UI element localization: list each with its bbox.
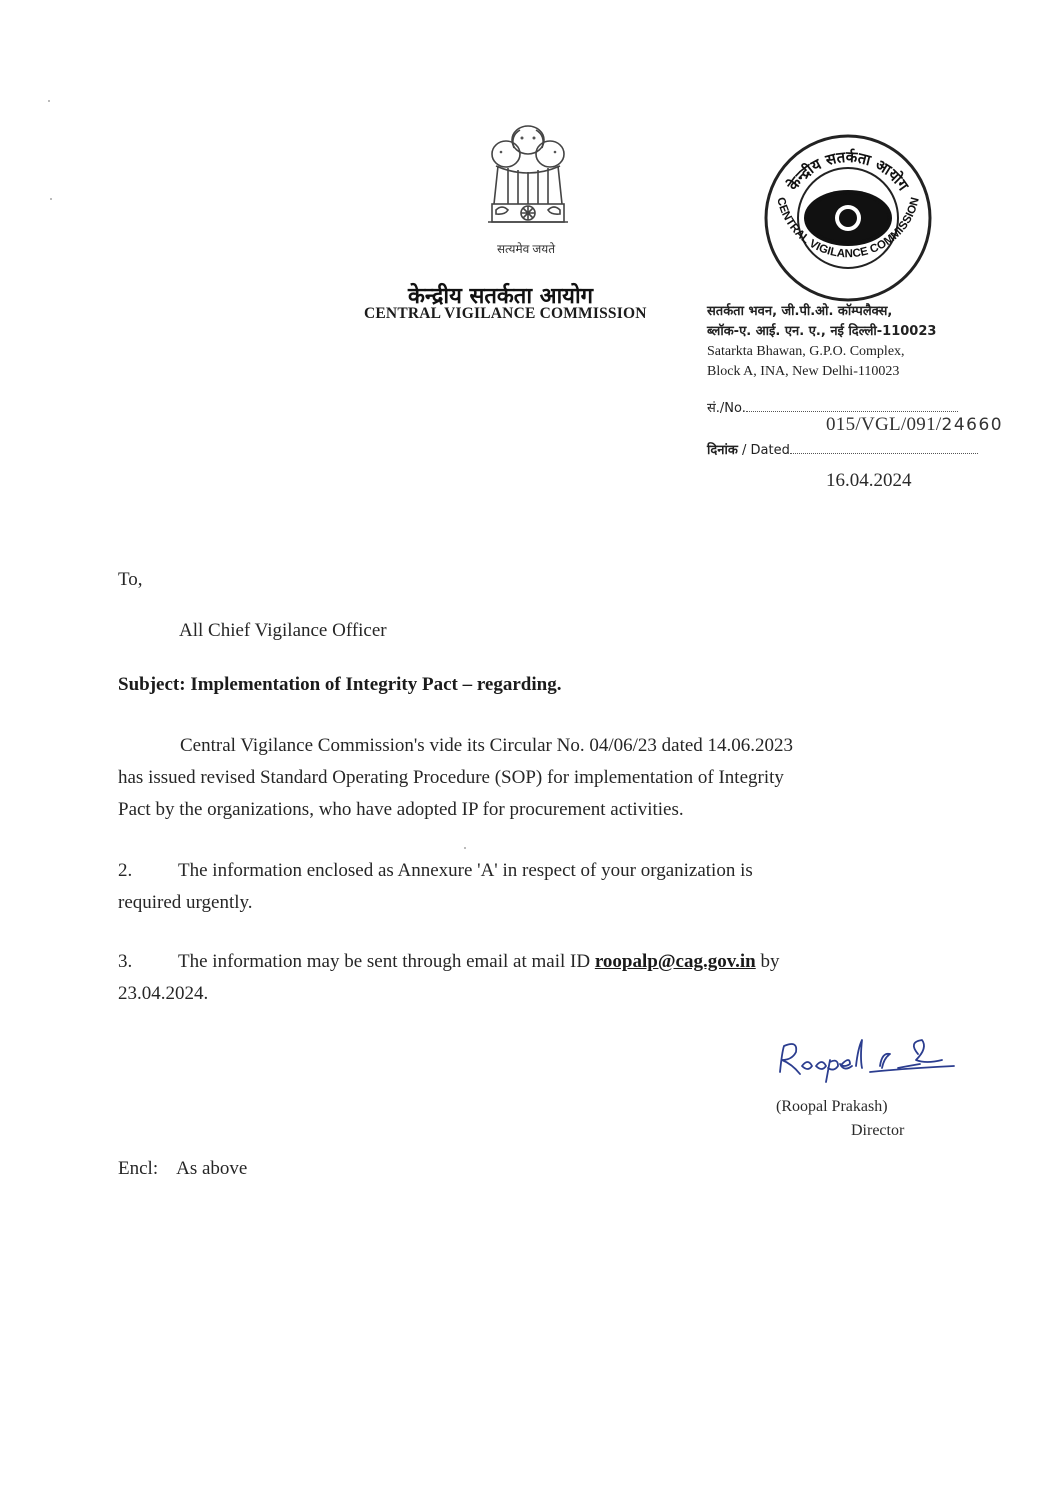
- seal-text-english: CENTRAL VIGILANCE COMMISSION: [774, 196, 922, 261]
- contact-email-link[interactable]: roopalp@cag.gov.in: [594, 951, 756, 972]
- reference-number-handwritten: 24660: [941, 415, 1004, 435]
- address-hindi-line2: ब्लॉक-ए. आई. एन. ए., नई दिल्ली-110023: [707, 324, 937, 339]
- scan-speck: [48, 100, 50, 102]
- paragraph-1-line: has issued revised Standard Operating Procedure (SOP) for implementation of Integrity: [118, 767, 784, 788]
- reference-number-label: सं./No.: [707, 401, 746, 416]
- paragraph-2-number: 2.: [118, 860, 133, 881]
- scan-speck: [464, 847, 466, 849]
- address-block: [707, 302, 936, 382]
- dated-row: [707, 440, 978, 458]
- enclosure-line: [118, 1158, 247, 1180]
- paragraph-3-number: 3.: [118, 951, 133, 972]
- emblem-motto: सत्यमेव जयते: [496, 242, 556, 256]
- cvc-seal-icon: [762, 132, 934, 304]
- address-hindi-line1: सतर्कता भवन, जी.पी.ओ. कॉम्पलैक्स,: [707, 304, 893, 319]
- signatory-designation: Director: [851, 1122, 905, 1139]
- address-english-line1: Satarkta Bhawan, G.P.O. Complex,: [707, 344, 905, 359]
- addressee: All Chief Vigilance Officer: [179, 620, 387, 641]
- reference-number-printed: 015/VGL/091/: [826, 414, 942, 435]
- subject-text: Implementation of Integrity Pact – regarding.: [190, 674, 562, 695]
- signatory-name: (Roopal Prakash): [776, 1098, 888, 1115]
- subject-label: Subject:: [118, 674, 186, 695]
- scan-speck: [50, 198, 52, 200]
- paragraph-1: [118, 730, 924, 826]
- commission-title-english: CENTRAL VIGILANCE COMMISSION: [364, 305, 647, 322]
- reference-number-value: [826, 414, 1003, 436]
- paragraph-2-line2: required urgently.: [118, 892, 253, 913]
- enclosure-label: Encl:: [118, 1158, 159, 1179]
- dated-value: 16.04.2024: [826, 470, 912, 491]
- paragraph-2: [118, 855, 924, 919]
- seal-text-hindi: केन्द्रीय सतर्कता आयोग: [783, 147, 913, 194]
- paragraph-3-line2: 23.04.2024.: [118, 983, 209, 1004]
- paragraph-3: [118, 946, 924, 1010]
- paragraph-3-text-end: by: [755, 951, 780, 972]
- subject-line: [118, 674, 561, 696]
- paragraph-3-text: The information may be sent through email at mail ID: [178, 951, 595, 972]
- salutation: To,: [118, 569, 143, 590]
- dated-label-hindi: दिनांक: [707, 443, 738, 458]
- address-english-line2: Block A, INA, New Delhi-110023: [707, 364, 900, 379]
- paragraph-2-line1: The information enclosed as Annexure 'A' in respect of your organization is: [178, 860, 753, 881]
- commission-title-hindi: केन्द्रीय सतर्कता आयोग: [408, 284, 594, 309]
- national-emblem-icon: [474, 118, 582, 248]
- dated-label-separator: /: [741, 443, 747, 458]
- svg-text:केन्द्रीय सतर्कता आयोग: [783, 148, 913, 195]
- enclosure-value: As above: [176, 1158, 248, 1179]
- dated-label-english: Dated: [750, 443, 790, 458]
- paragraph-1-line: Pact by the organizations, who have adopted IP for procurement activities.: [118, 799, 684, 820]
- paragraph-1-line: Central Vigilance Commission's vide its Circular No. 04/06/23 dated 14.06.2023: [180, 735, 794, 756]
- handwritten-signature-icon: [770, 1030, 960, 1090]
